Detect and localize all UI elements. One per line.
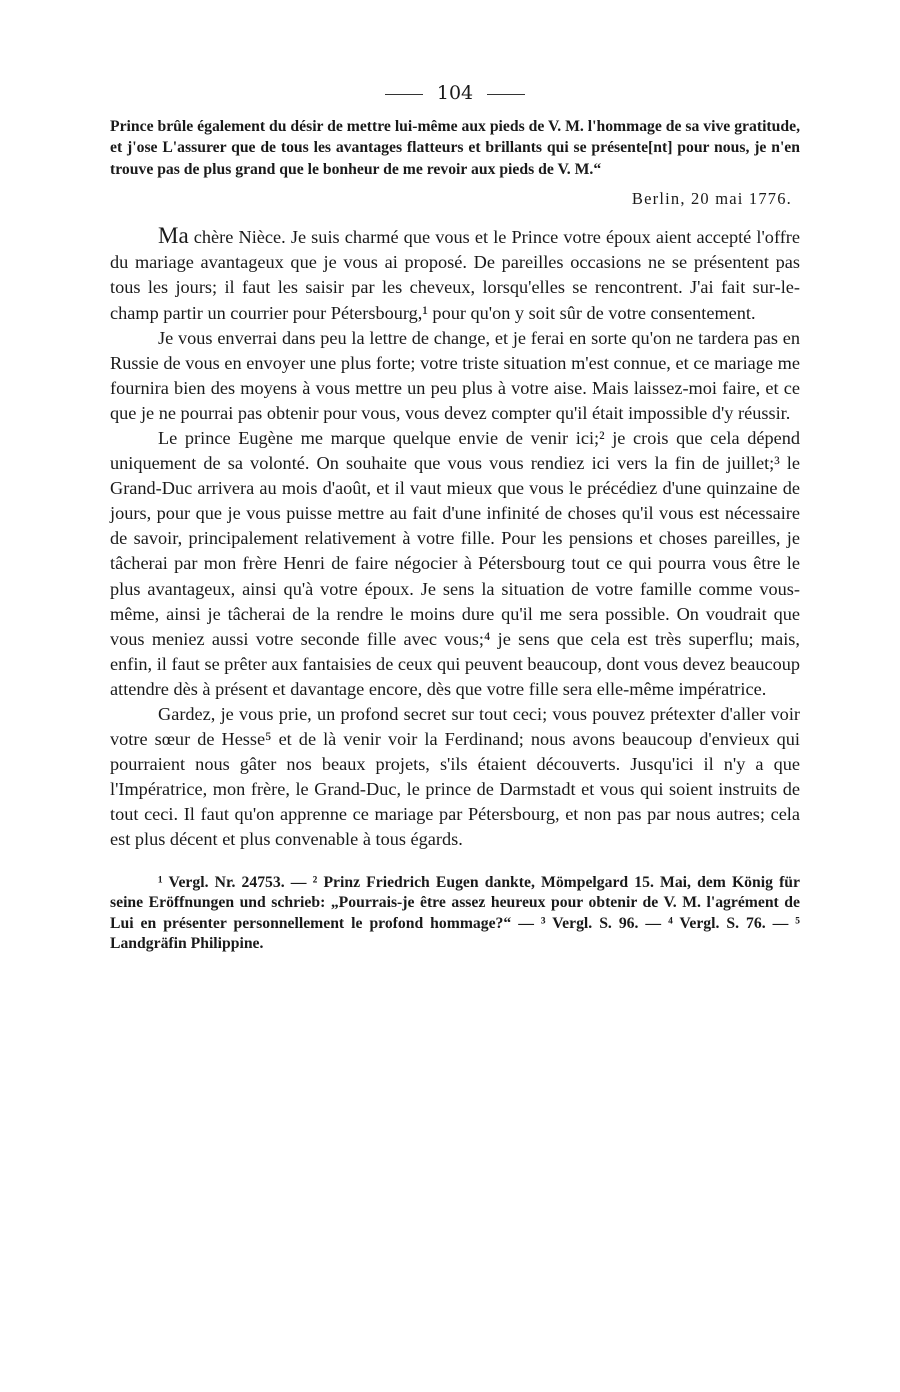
footnotes: ¹ Vergl. Nr. 24753. — ² Prinz Friedrich Eugen dankte, Mömpelgard 15. Mai, dem König für seine Eröffnungen und schrieb: „Pourrais-je être assez heureux pour obtenir de V. M. l'agrément de Lui en présenter personnellement le profond hommage?“ — ³ Vergl. S. 96. — ⁴ Vergl. S. 76. — ⁵ Landgräfin Philippine. [110,873,800,953]
letter-paragraph-2: Je vous enverrai dans peu la lettre de change, et je ferai en sorte qu'on ne tardera pas en Russie de vous en envoyer une plus forte; votre triste situation m'est connue, et ce mariage me fournira bien des moyens à vous mettre un peu plus à votre aise. Mais laissez-moi faire, et ce que je ne pourrai pas obtenir pour vous, vous devez compter qu'il était impossible d'y réussir. [110,327,800,423]
letter-paragraph-1-text: chère Nièce. Je suis charmé que vous et le Prince votre époux aient accepté l'offre du mariage avantageux que je vous ai proposé. De pareilles occasions ne se présentent pas tous les jours; il faut les saisir par les cheveux, lorsqu'elles se rencontrent. J'ai fait sur-le-champ partir un courrier pour Pétersbourg,¹ pour qu'on y soit sûr de votre consentement. [110,227,800,323]
letter-body [110,223,800,852]
letter-dateline: Berlin, 20 mai 1776. [631,189,792,209]
page-number-header [110,82,800,104]
letter-paragraph-4: Gardez, je vous prie, un profond secret sur tout ceci; vous pouvez prétexter d'aller voir votre sœur de Hesse⁵ et de là venir voir la Ferdinand; nous avons beaucoup d'envieux qui pourraient nous gâter nos beaux projets, s'ils étaient découverts. Jusqu'ici il n'y a que l'Impératrice, mon frère, le Grand-Duc, le prince de Darmstadt et vous qui soient instruits de tout ceci. Il faut qu'on apprenne ce mariage par Pétersbourg, et non pas par nous autres; cela est plus décent et plus convenable à tous égards. [110,704,800,850]
letter-paragraph-3: Le prince Eugène me marque quelque envie de venir ici;² je crois que cela dépend uniquement de sa volonté. On souhaite que vous vous rendiez ici vers la fin de juillet;³ le Grand-Duc arrivera au mois d'août, et il vaut mieux que vous le précédiez d'une quinzaine de jours, pour que je vous puisse mettre au fait d'une infinité de choses qu'il vous est nécessaire de savoir, principalement relativement à votre fille. Pour les pensions et choses pareilles, je tâcherai par mon frère Henri de faire négocier à Pétersbourg tout ce qui pourra vous être le plus avantageux, ainsi qu'à votre époux. Je sens la situation de votre famille comme vous-même, ainsi je tâcherai de la rendre le moins dure qu'il me sera possible. On voudrait que vous meniez aussi votre seconde fille avec vous;⁴ je sens que cela est très superflu; mais, enfin, il faut se prêter aux fantaisies de ceux qui peuvent beaucoup, dont vous devez beaucoup attendre dès à présent et davantage encore, dès que votre fille sera elle-même impératrice. [110,427,800,699]
salutation-opening: Ma [158,223,189,249]
letter-paragraph-1 [110,223,800,325]
header-rule-right [487,94,525,95]
page-number: 104 [436,82,474,104]
document-page [110,82,800,955]
quoted-letter-excerpt: Prince brûle également du désir de mettre lui-même aux pieds de V. M. l'hommage de sa vive gratitude, et j'ose L'assurer que de tous les avantages flatteurs et brillants qui se présente[nt] pour nous, je n'en trouve pas de plus grand que le bonheur de me revoir aux pieds de V. M.“ [110,118,800,178]
header-rule-left [385,94,423,95]
